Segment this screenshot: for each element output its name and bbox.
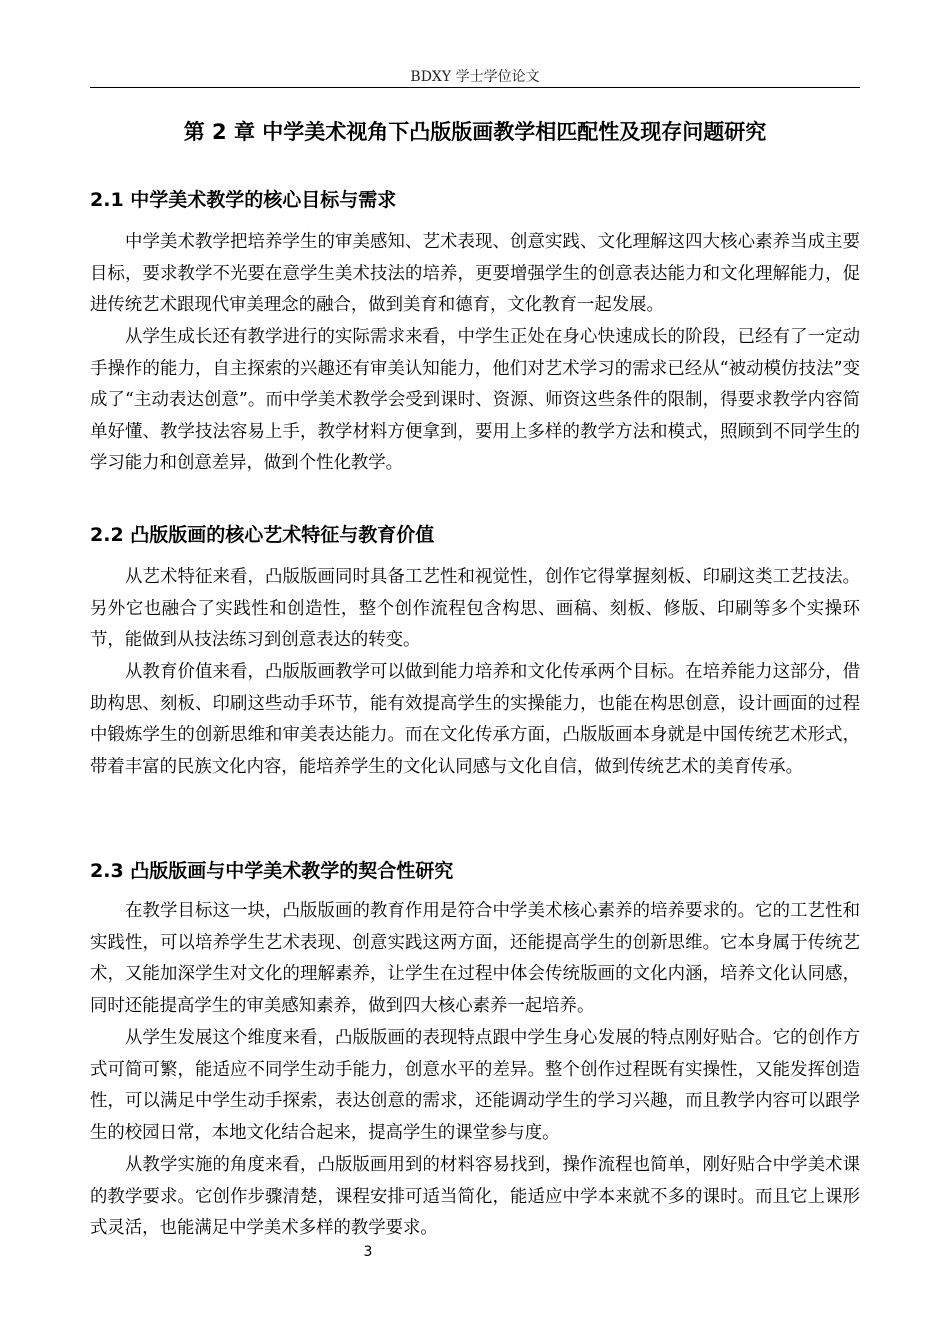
section-heading-2-3: 2.3 凸版版画与中学美术教学的契合性研究 bbox=[90, 860, 454, 882]
chapter-title: 第 2 章 中学美术视角下凸版版画教学相匹配性及现存问题研究 bbox=[183, 120, 767, 144]
paragraph-2-2-1: 从艺术特征来看，凸版版画同时具备工艺性和视觉性，创作它得掌握刻板、印刷这类工艺技法。另外它也融合了实践性和创造性，整个创作流程包含构思、画稿、刻板、修版、印刷等多个实操环节，能做到从技法练习到创意表达的转变。 bbox=[90, 567, 860, 651]
paragraph-2-3-2: 从学生发展这个维度来看，凸版版画的表现特点跟中学生身心发展的特点刚好贴合。它的创作方式可简可繁，能适应不同学生动手能力，创意水平的差异。整个创作过程既有实操性，又能发挥创造性，可以满足中学生动手探索，表达创意的需求，还能调动学生的学习兴趣，而且教学内容可以跟学生的校园日常，本地文化结合起来，提高学生的课堂参与度。 bbox=[90, 1028, 860, 1143]
section-heading-2-1: 2.1 中学美术教学的核心目标与需求 bbox=[90, 189, 397, 211]
page-number: 3 bbox=[363, 1244, 373, 1260]
paragraph-2-1-2: 从学生成长还有教学进行的实际需求来看，中学生正处在身心快速成长的阶段，已经有了一定动手操作的能力，自主探索的兴趣还有审美认知能力，他们对艺术学习的需求已经从“被动模仿技法”变成了“主动表达创意”。而中学美术教学会受到课时、资源、师资这些条件的限制，得要求教学内容简单好懂、教学技法容易上手，教学材料方便拿到，要用上多样的教学方法和模式，照顾到不同学生的学习能力和创意差异，做到个性化教学。 bbox=[90, 327, 860, 474]
section-heading-2-2: 2.2 凸版版画的核心艺术特征与教育价值 bbox=[90, 524, 435, 546]
running-header: BDXY 学士学位论文 bbox=[90, 68, 860, 88]
paragraph-2-1-1: 中学美术教学把培养学生的审美感知、艺术表现、创意实践、文化理解这四大核心素养当成主要目标，要求教学不光要在意学生美术技法的培养，更要增强学生的创意表达能力和文化理解能力，促进传统艺术跟现代审美理念的融合，做到美育和德育，文化教育一起发展。 bbox=[90, 232, 860, 316]
paragraph-2-3-1: 在教学目标这一块，凸版版画的教育作用是符合中学美术核心素养的培养要求的。它的工艺性和实践性，可以培养学生艺术表现、创意实践这两方面，还能提高学生的创新思维。它本身属于传统艺术，又能加深学生对文化的理解素养，让学生在过程中体会传统版画的文化内涵，培养文化认同感，同时还能提高学生的审美感知素养，做到四大核心素养一起培养。 bbox=[90, 901, 860, 1016]
paragraph-2-2-2: 从教育价值来看，凸版版画教学可以做到能力培养和文化传承两个目标。在培养能力这部分，借助构思、刻板、印刷这些动手环节，能有效提高学生的实操能力，也能在构思创意，设计画面的过程中锻炼学生的创新思维和审美表达能力。而在文化传承方面，凸版版画本身就是中国传统艺术形式，带着丰富的民族文化内容，能培养学生的文化认同感与文化自信，做到传统艺术的美育传承。 bbox=[90, 662, 860, 777]
paragraph-2-3-3: 从教学实施的角度来看，凸版版画用到的材料容易找到，操作流程也简单，刚好贴合中学美术课的教学要求。它创作步骤清楚，课程安排可适当简化，能适应中学本来就不多的课时。而且它上课形式灵活，也能满足中学美术多样的教学要求。 bbox=[90, 1155, 860, 1239]
